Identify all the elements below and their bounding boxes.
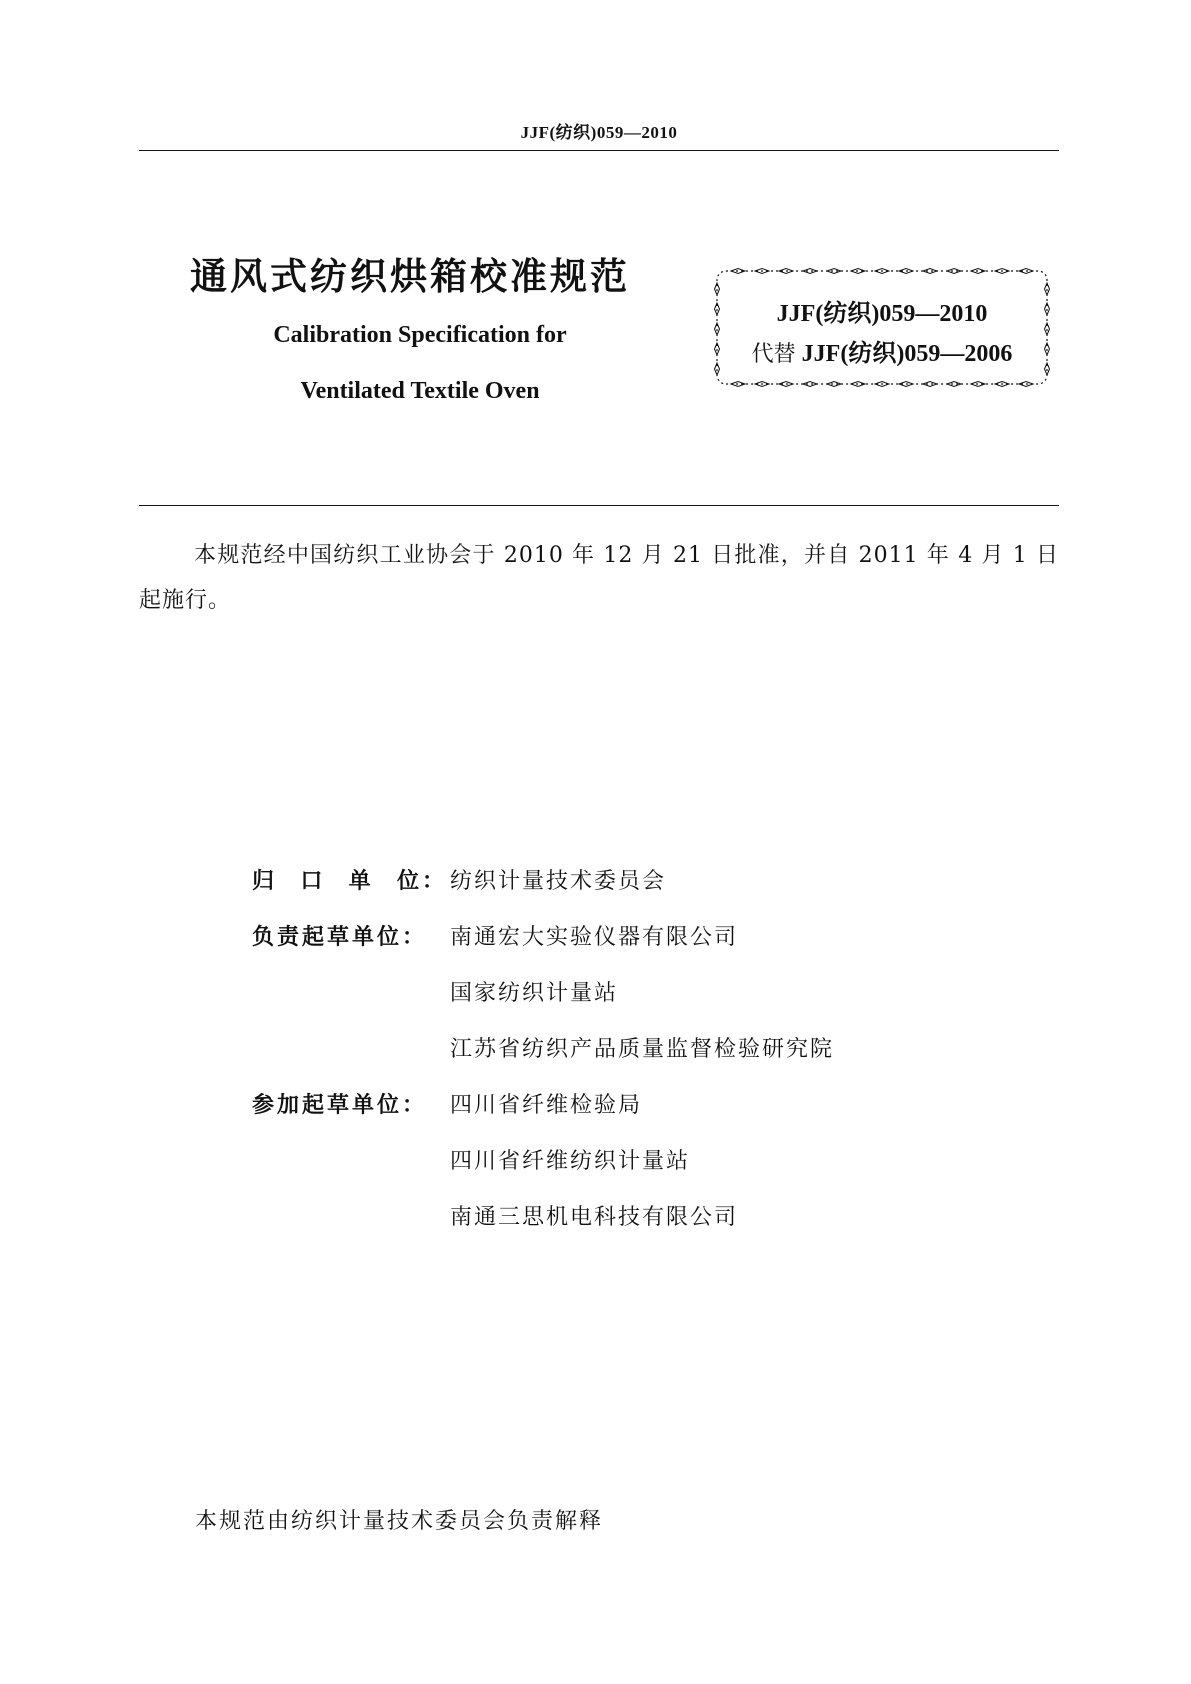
label-colon: ： (422, 868, 448, 894)
approval-statement: 本规范经中国纺织工业协会于 2010 年 12 月 21 日批准，并自 2011 年 4 月 1 日起施行。 (139, 543, 1059, 613)
title-english-line-2: Ventilated Textile Oven (300, 378, 540, 404)
responsible-unit-name: 国家纺织计量站 (450, 980, 619, 1006)
header-rule (139, 150, 1059, 151)
label-char: 单 (348, 868, 374, 894)
participating-unit-row (252, 1187, 738, 1243)
responsible-unit-label: 负责起草单位： (252, 924, 428, 950)
responsible-unit-row (252, 907, 738, 963)
participating-unit-name: 南通三思机电科技有限公司 (450, 1204, 739, 1230)
participating-unit-name: 四川省纤维检验局 (450, 1092, 643, 1118)
section-rule (139, 505, 1059, 506)
border-ornament (923, 382, 937, 387)
participating-unit-label: 参加起草单位： (252, 1092, 428, 1118)
participating-unit-row (252, 1131, 690, 1187)
running-header-code: JJF(纺织)059—2010 (520, 123, 678, 142)
border-ornament (947, 269, 961, 274)
title-english-line-1: Calibration Specification for (273, 322, 567, 348)
centralized-unit-row (252, 851, 666, 907)
border-ornament (923, 269, 937, 274)
border-ornament (947, 382, 961, 387)
responsible-unit-row (252, 1019, 834, 1075)
interpretation-statement: 本规范由纺织计量技术委员会负责解释 (195, 1509, 604, 1534)
replaces-line (712, 333, 1052, 368)
centralized-unit-label (252, 864, 450, 895)
title-chinese: 通风式纺织烘箱校准规范 (190, 255, 630, 298)
border-ornament (827, 382, 841, 387)
border-ornament (827, 269, 841, 274)
specification-number: JJF(纺织)059—2010 (776, 301, 988, 327)
replaces-prefix: 代替 (751, 342, 796, 367)
replaced-specification-number: JJF(纺织)059—2006 (801, 341, 1013, 367)
participating-unit-name: 四川省纤维纺织计量站 (450, 1148, 691, 1174)
border-ornament (803, 382, 817, 387)
border-ornament (803, 269, 817, 274)
responsible-unit-row (252, 963, 618, 1019)
label-char: 归 (252, 868, 278, 894)
responsible-unit-name: 南通宏大实验仪器有限公司 (450, 924, 739, 950)
responsible-unit-name: 江苏省纺织产品质量监督检验研究院 (450, 1036, 835, 1062)
label-char: 位 (396, 868, 422, 894)
centralized-unit-name: 纺织计量技术委员会 (450, 868, 667, 894)
label-char: 口 (300, 868, 326, 894)
specification-code-box (712, 265, 1052, 390)
participating-unit-row (252, 1075, 642, 1131)
